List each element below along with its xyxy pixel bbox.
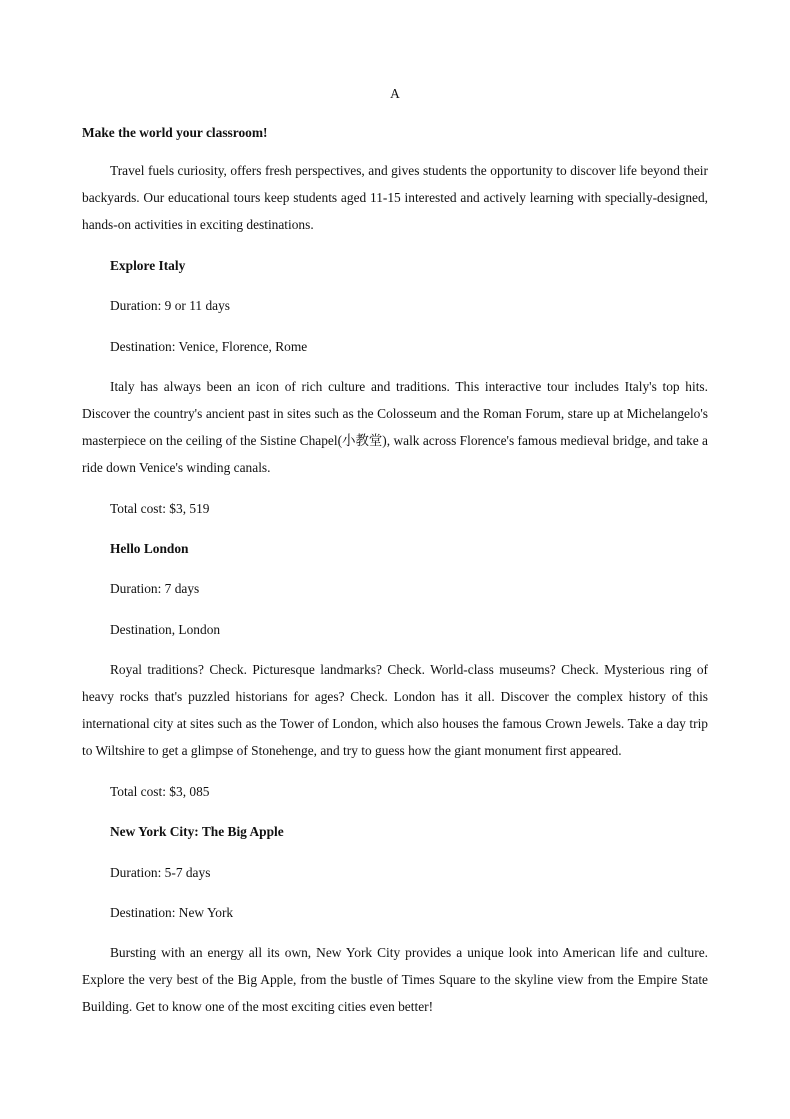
tour-title-italy: Explore Italy: [110, 258, 186, 273]
page-heading: Make the world your classroom!: [82, 125, 268, 140]
tour-destination-new-york: Destination: New York: [110, 905, 234, 920]
tour-duration-london: Duration: 7 days: [110, 581, 200, 596]
tour-destination-london: Destination, London: [110, 622, 221, 637]
tour-title-london: Hello London: [110, 541, 189, 556]
section-letter: A: [390, 86, 400, 101]
tour-duration-italy: Duration: 9 or 11 days: [110, 298, 230, 313]
tour-description-new-york: Bursting with an energy all its own, New York City provides a unique look into American life and culture. Explore the very best of the Big Apple, from the bustle of Times Square to the skyline view from the Empire State Building. Get to know one of the most exciting cities even better!: [82, 945, 708, 1014]
tour-title-new-york: New York City: The Big Apple: [110, 824, 284, 839]
tour-description-london: Royal traditions? Check. Picturesque landmarks? Check. World-class museums? Check. Mysterious ring of heavy rocks that's puzzled historians for ages? Check. London has it all. Discover the complex history of this international city at sites such as the Tower of London, which also houses the famous Crown Jewels. Take a day trip to Wiltshire to get a glimpse of Stonehenge, and try to guess how the giant monument first appeared.: [82, 662, 708, 758]
tour-destination-italy: Destination: Venice, Florence, Rome: [110, 339, 308, 354]
tour-description-italy: Italy has always been an icon of rich culture and traditions. This interactive tour includes Italy's top hits. Discover the country's ancient past in sites such as the Colosseum and the Roman Forum, stare up at Michelangelo's masterpiece on the ceiling of the Sistine Chapel(小教堂), walk across Florence's famous medieval bridge, and take a ride down Venice's winding canals.: [82, 379, 708, 475]
tour-cost-italy: Total cost: $3, 519: [110, 501, 210, 516]
tour-duration-new-york: Duration: 5-7 days: [110, 865, 211, 880]
intro-paragraph: Travel fuels curiosity, offers fresh perspectives, and gives students the opportunity to discover life beyond their backyards. Our educational tours keep students aged 11-15 interested and actively learning with specially-designed, hands-on activities in exciting destinations.: [82, 163, 708, 232]
tour-cost-london: Total cost: $3, 085: [110, 784, 210, 799]
